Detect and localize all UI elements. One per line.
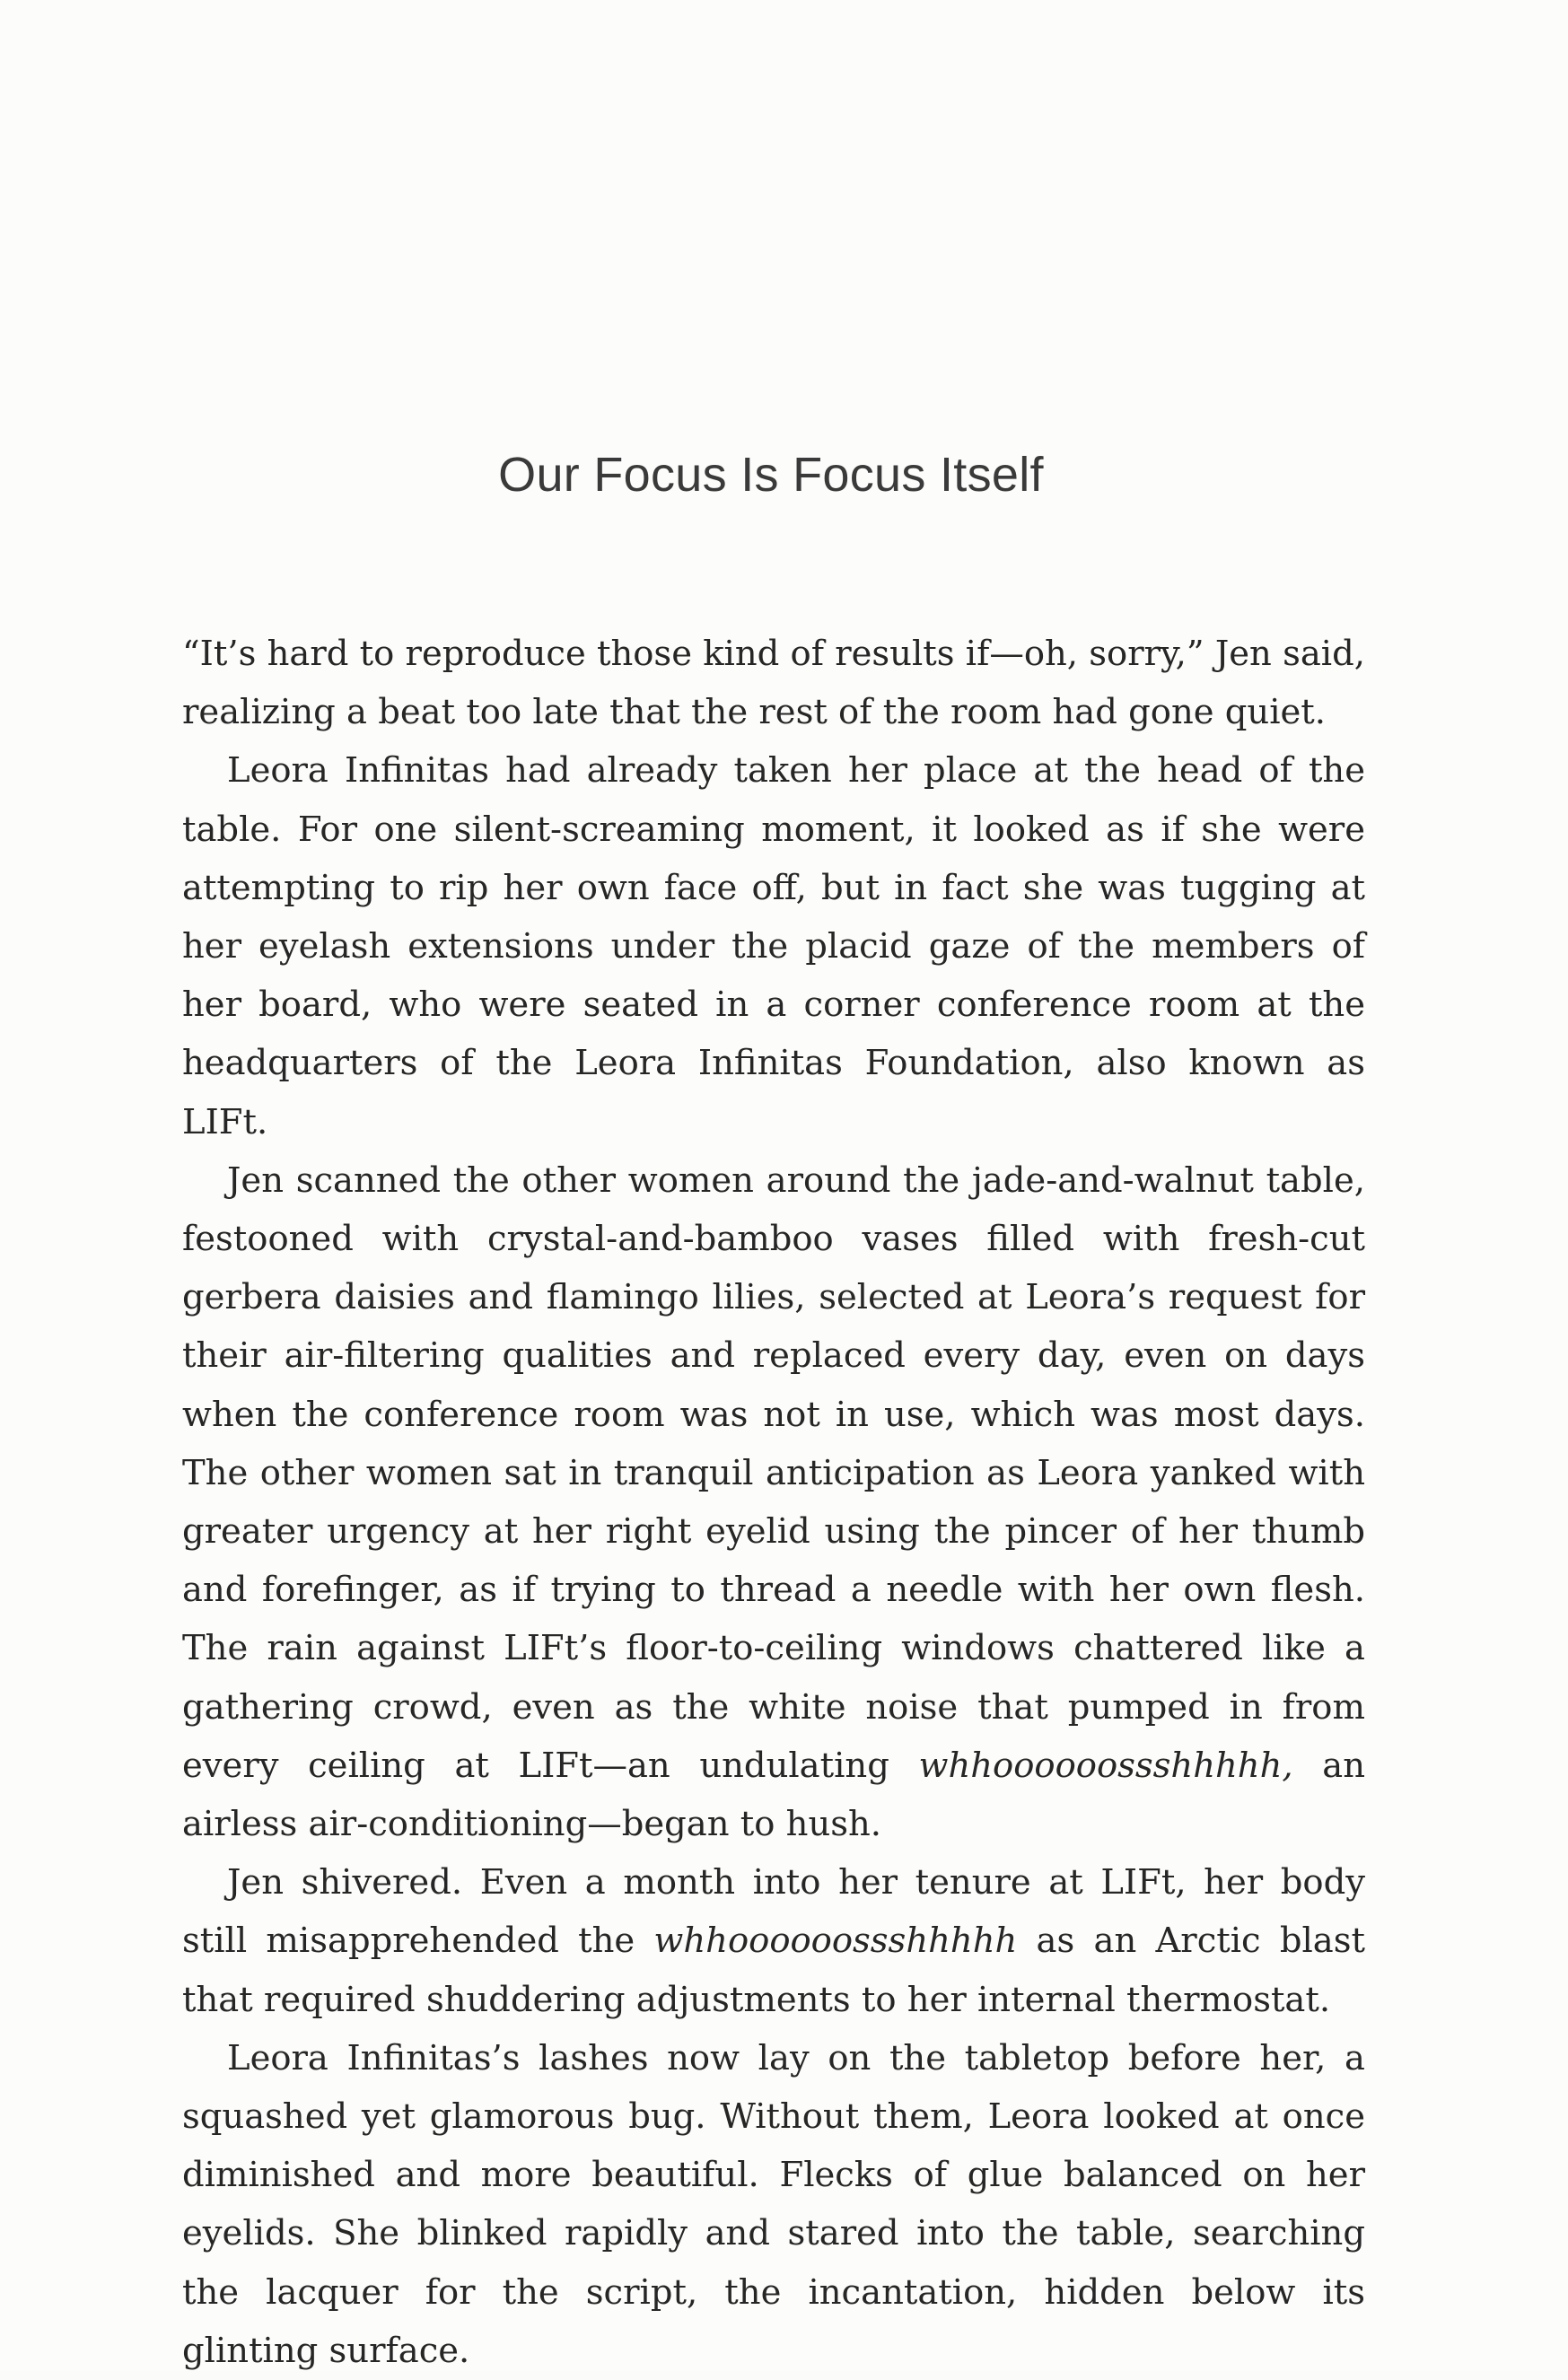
paragraph-4-part-2: as an Arctic blast that required shuddering adjustments to her internal thermostat.: [182, 1921, 1365, 2020]
paragraph-4-part-1: Jen shivered. Even a month into her tenure at LIFt, her body still misapprehended the: [182, 1862, 1365, 1962]
paragraph-5: Leora Infinitas’s lashes now lay on the tabletop before her, a squashed yet glamorous bug. Without them, Leora looked at once diminished and more beautiful. Flecks of glue balanced on her eyelids. She blinked rapidly and stared into the table, searching the lacquer for the script, the incantation, hidden below its glinting surface.: [182, 2037, 1365, 2371]
paragraph-3-part-1: Jen scanned the other women around the jade-and-walnut table, festooned with crystal-and-bamboo vases filled with fresh-cut gerbera daisies and flamingo lilies, selected at Leora’s request for their air-filtering qualities and replaced every day, even on days when the conference room was not in use, which was most days. The other women sat in tranquil anticipation as Leora yanked with greater urgency at her right eyelid using the pincer of her thumb and forefinger, as if trying to thread a needle with her own flesh. The rain against LIFt’s floor-to-ceiling windows chattered like a gathering crowd, even as the white noise that pumped in from every ceiling at LIFt—an undulating: [182, 1159, 1365, 1786]
chapter-body: [182, 625, 1365, 2380]
paragraph-3: [182, 1151, 1365, 1853]
chapter-title: Our Focus Is Focus Itself: [498, 448, 1044, 502]
paragraph-4: [182, 1853, 1365, 2029]
paragraph-3-italic: whhoooooossshhhhh,: [918, 1745, 1293, 1786]
paragraph-4-italic: whhoooooossshhhhh: [653, 1921, 1018, 1962]
paragraph-3-part-2: an airless air-conditioning—began to hush.: [182, 1745, 1365, 1845]
paragraph-1: “It’s hard to reproduce those kind of results if—oh, sorry,” Jen said, realizing a beat too late that the rest of the room had gone quiet.: [182, 634, 1365, 733]
paragraph-2: Leora Infinitas had already taken her place at the head of the table. For one silent-screaming moment, it looked as if she were attempting to rip her own face off, but in fact she was tugging at her eyelash extensions under the placid gaze of the members of her board, who were seated in a corner conference room at the headquarters of the Leora Infinitas Foundation, also known as LIFt.: [182, 750, 1365, 1142]
